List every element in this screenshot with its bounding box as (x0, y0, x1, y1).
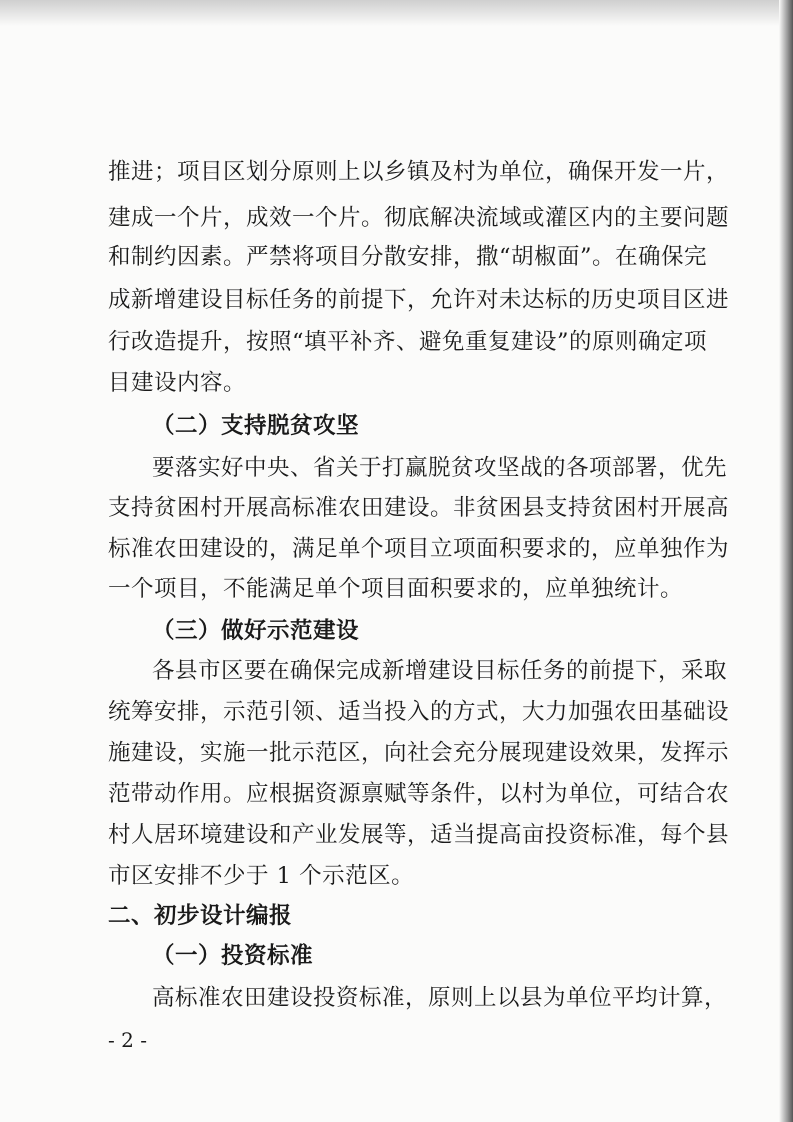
paragraph-line: 统筹安排，示范引领、适当投入的方式，大力加强农田基础设 (108, 699, 730, 725)
page-number: - 2 - (108, 1028, 147, 1052)
paragraph-line: 要落实好中央、省关于打赢脱贫攻坚战的各项部署，优先 (152, 455, 728, 481)
paragraph-line: 一个项目，不能满足单个项目面积要求的，应单独统计。 (108, 576, 684, 602)
paragraph-line: 行改造提升，按照“填平补齐、避免重复建设”的原则确定项 (108, 329, 708, 355)
paragraph-line: 支持贫困村开展高标准农田建设。非贫困县支持贫困村开展高 (108, 495, 730, 521)
paragraph-line: 范带动作用。应根据资源禀赋等条件，以村为单位，可结合农 (108, 781, 730, 807)
scan-shadow-top (0, 0, 793, 26)
paragraph-line: 施建设，实施一批示范区，向社会充分展现建设效果，发挥示 (108, 740, 730, 766)
paragraph-line: 成新增建设目标任务的前提下，允许对未达标的历史项目区进 (108, 287, 730, 313)
scan-shadow-right (779, 0, 793, 1122)
paragraph-line: 和制约因素。严禁将项目分散安排，撒“胡椒面”。在确保完 (108, 244, 708, 270)
section-heading: （二）支持脱贫攻坚 (152, 413, 360, 439)
paragraph-line: 村人居环境建设和产业发展等，适当提高亩投资标准，每个县 (108, 822, 730, 848)
chapter-heading: 二、初步设计编报 (108, 903, 293, 929)
paragraph-line: 标准农田建设的，满足单个项目立项面积要求的，应单独作为 (108, 536, 730, 562)
paragraph-line: 推进；项目区划分原则上以乡镇及村为单位，确保开发一片， (108, 159, 730, 185)
section-heading: （一）投资标准 (152, 943, 314, 969)
paragraph-line: 建成一个片，成效一个片。彻底解决流域或灌区内的主要问题 (108, 205, 730, 231)
paragraph-line: 各县市区要在确保完成新增建设目标任务的前提下，采取 (152, 658, 728, 684)
section-heading: （三）做好示范建设 (152, 618, 360, 644)
paragraph-line: 市区安排不少于 1 个示范区。 (108, 863, 415, 889)
paragraph-line: 高标准农田建设投资标准，原则上以县为单位平均计算， (152, 985, 728, 1011)
paragraph-line: 目建设内容。 (108, 370, 247, 396)
